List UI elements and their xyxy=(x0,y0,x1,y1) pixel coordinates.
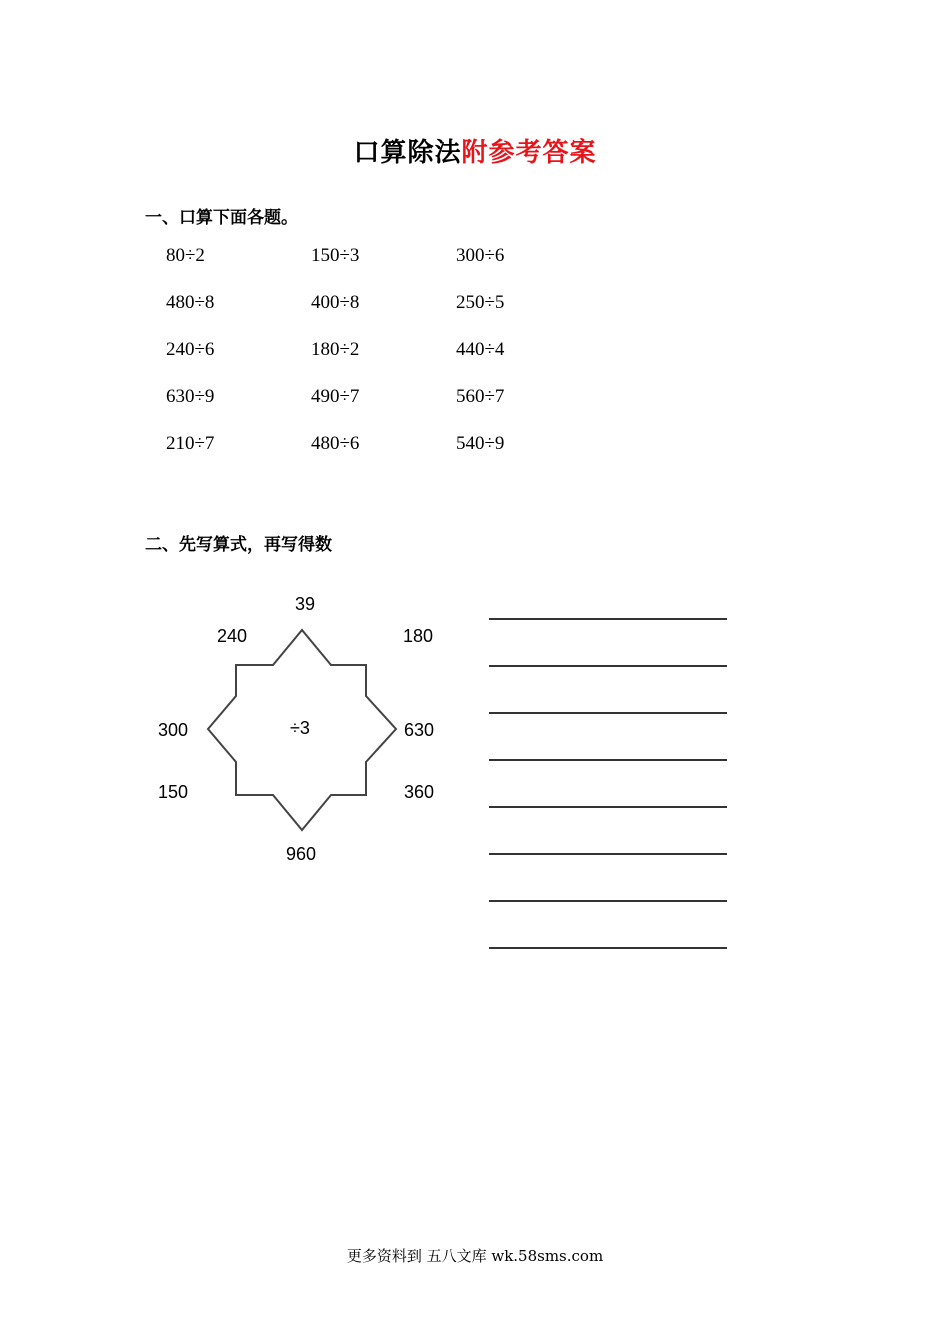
answer-line[interactable] xyxy=(489,712,727,714)
answer-line[interactable] xyxy=(489,947,727,949)
number-bottom-right: 360 xyxy=(404,782,435,802)
problem-row xyxy=(166,242,606,289)
number-top-left: 240 xyxy=(217,626,248,646)
problem-item: 560÷7 xyxy=(456,386,505,407)
page-title xyxy=(0,132,950,169)
problem-item: 540÷9 xyxy=(456,433,505,454)
problem-item: 180÷2 xyxy=(311,339,360,360)
problem-item: 250÷5 xyxy=(456,292,505,313)
problem-item: 400÷8 xyxy=(311,292,360,313)
answer-line[interactable] xyxy=(489,618,727,620)
problem-item: 80÷2 xyxy=(166,245,205,266)
section2-heading: 二、先写算式，再写得数 xyxy=(145,535,332,555)
footer-text: 更多资料到 五八文库 wk.58sms.com xyxy=(346,1247,604,1265)
answer-line[interactable] xyxy=(489,806,727,808)
problem-row xyxy=(166,289,606,336)
center-operator-label: ÷3 xyxy=(290,718,310,738)
problem-item: 480÷6 xyxy=(311,433,360,454)
problem-row xyxy=(166,336,606,383)
problem-item: 150÷3 xyxy=(311,245,360,266)
problem-item: 210÷7 xyxy=(166,433,215,454)
problem-item: 240÷6 xyxy=(166,339,215,360)
answer-line[interactable] xyxy=(489,665,727,667)
answer-line[interactable] xyxy=(489,900,727,902)
number-right: 630 xyxy=(404,720,435,740)
problem-item: 440÷4 xyxy=(456,339,505,360)
number-left: 300 xyxy=(158,720,189,740)
problem-item: 300÷6 xyxy=(456,245,505,266)
answer-line[interactable] xyxy=(489,759,727,761)
number-top-right: 180 xyxy=(403,626,434,646)
problem-row xyxy=(166,383,606,430)
problem-item: 630÷9 xyxy=(166,386,215,407)
problem-row xyxy=(166,430,606,477)
title-main: 口算除法 xyxy=(353,138,462,168)
number-bottom-left: 150 xyxy=(158,782,189,802)
star-diagram xyxy=(150,590,450,870)
number-bottom: 960 xyxy=(286,844,317,864)
number-top: 39 xyxy=(295,594,316,614)
problem-item: 490÷7 xyxy=(311,386,360,407)
title-highlight: 附参考答案 xyxy=(461,138,597,168)
problem-item: 480÷8 xyxy=(166,292,215,313)
problem-grid xyxy=(166,242,606,477)
answer-line[interactable] xyxy=(489,853,727,855)
section1-heading: 一、口算下面各题。 xyxy=(145,208,298,228)
